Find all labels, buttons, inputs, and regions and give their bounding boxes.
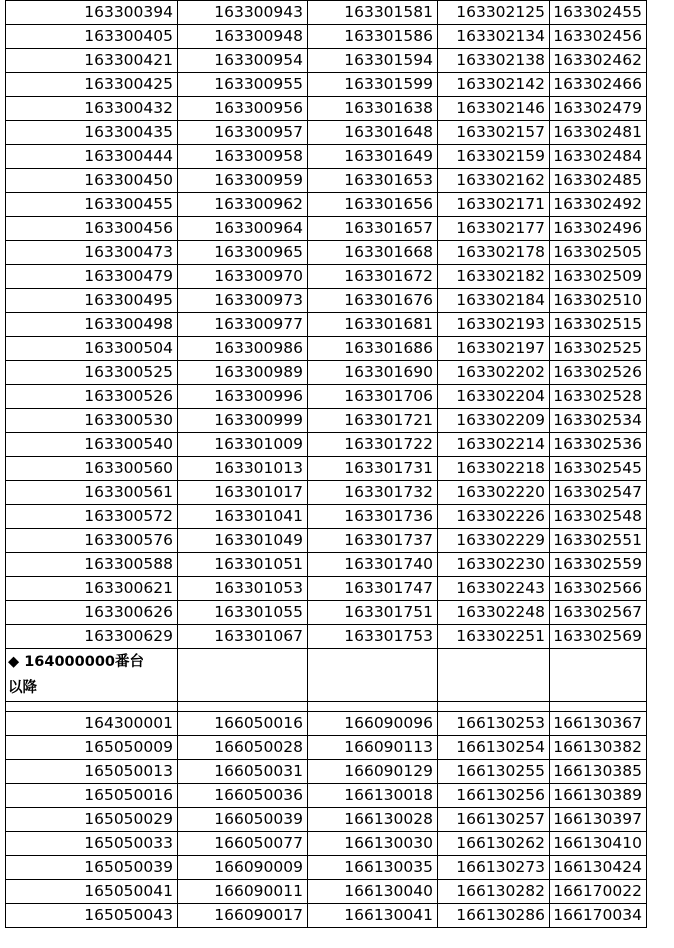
section-header-cell (6, 649, 178, 702)
empty-cell (550, 649, 647, 702)
empty-cell (178, 702, 308, 712)
serial-number-cell: 166170034 (550, 904, 647, 928)
empty-cell (438, 702, 550, 712)
section-header-row (6, 649, 647, 702)
section-header-title: ◆ 164000000番台 (8, 654, 145, 670)
serial-number-cell: 163302551 (550, 529, 647, 553)
serial-number-cell: 163302229 (438, 529, 550, 553)
serial-number-cell: 163302525 (550, 337, 647, 361)
serial-number-cell: 163302528 (550, 385, 647, 409)
serial-number-cell: 163300955 (178, 73, 308, 97)
serial-number-cell: 163301732 (308, 481, 438, 505)
serial-number-cell: 163301676 (308, 289, 438, 313)
serial-number-cell: 166090009 (178, 856, 308, 880)
empty-cell (178, 649, 308, 702)
table-row (6, 832, 647, 856)
serial-number-cell: 166050031 (178, 760, 308, 784)
serial-number-cell: 163302545 (550, 457, 647, 481)
serial-number-cell: 163302230 (438, 553, 550, 577)
serial-number-cell: 163300530 (6, 409, 178, 433)
serial-number-cell: 163300970 (178, 265, 308, 289)
table-row (6, 409, 647, 433)
serial-number-cell: 163300394 (6, 1, 178, 25)
serial-number-cell: 163300977 (178, 313, 308, 337)
serial-number-cell: 163300621 (6, 577, 178, 601)
serial-number-cell: 163302569 (550, 625, 647, 649)
serial-number-cell: 163302510 (550, 289, 647, 313)
serial-number-cell: 163300572 (6, 505, 178, 529)
serial-number-cell: 163300435 (6, 121, 178, 145)
table-row (6, 625, 647, 649)
serial-number-cell: 163302466 (550, 73, 647, 97)
table-row (6, 49, 647, 73)
table-row (6, 289, 647, 313)
serial-number-cell: 163300999 (178, 409, 308, 433)
serial-number-cell: 163300962 (178, 193, 308, 217)
serial-number-cell: 163301751 (308, 601, 438, 625)
serial-number-cell: 163300964 (178, 217, 308, 241)
serial-number-cell: 163301722 (308, 433, 438, 457)
serial-number-cell: 163301013 (178, 457, 308, 481)
serial-number-cell: 166130256 (438, 784, 550, 808)
serial-number-cell: 163301686 (308, 337, 438, 361)
serial-number-cell: 163301638 (308, 97, 438, 121)
empty-cell (308, 702, 438, 712)
serial-number-cell: 166130367 (550, 712, 647, 736)
serial-number-cell: 163302509 (550, 265, 647, 289)
serial-number-cell: 163301053 (178, 577, 308, 601)
serial-number-cell: 163300540 (6, 433, 178, 457)
table-row (6, 577, 647, 601)
serial-number-cell: 163302193 (438, 313, 550, 337)
serial-number-cell: 163300561 (6, 481, 178, 505)
table-row (6, 169, 647, 193)
serial-number-cell: 163302184 (438, 289, 550, 313)
serial-number-cell: 166130255 (438, 760, 550, 784)
serial-number-cell: 163300956 (178, 97, 308, 121)
serial-number-cell: 165050016 (6, 784, 178, 808)
serial-number-cell: 166130018 (308, 784, 438, 808)
serial-number-cell: 163302134 (438, 25, 550, 49)
serial-number-cell: 163302534 (550, 409, 647, 433)
table-row (6, 385, 647, 409)
serial-number-cell: 163301009 (178, 433, 308, 457)
serial-number-cell: 163300444 (6, 145, 178, 169)
serial-number-cell: 163300479 (6, 265, 178, 289)
table-row (6, 712, 647, 736)
serial-number-cell: 163302481 (550, 121, 647, 145)
serial-number-cell: 163301649 (308, 145, 438, 169)
serial-number-cell: 163302218 (438, 457, 550, 481)
serial-number-cell: 163301049 (178, 529, 308, 553)
serial-number-cell: 163300473 (6, 241, 178, 265)
serial-number-cell: 166130282 (438, 880, 550, 904)
serial-number-cell: 163300629 (6, 625, 178, 649)
serial-number-cell: 163302197 (438, 337, 550, 361)
serial-number-cell: 163302566 (550, 577, 647, 601)
serial-number-cell: 163300498 (6, 313, 178, 337)
serial-number-cell: 163300450 (6, 169, 178, 193)
serial-number-cell: 163300456 (6, 217, 178, 241)
serial-number-cell: 163302214 (438, 433, 550, 457)
serial-number-cell: 163301747 (308, 577, 438, 601)
serial-number-cell: 163302485 (550, 169, 647, 193)
serial-number-cell: 163302456 (550, 25, 647, 49)
serial-number-cell: 163301586 (308, 25, 438, 49)
serial-number-cell: 166130273 (438, 856, 550, 880)
serial-number-cell: 166130254 (438, 736, 550, 760)
serial-number-cell: 163300957 (178, 121, 308, 145)
serial-number-cell: 164300001 (6, 712, 178, 736)
table-row (6, 457, 647, 481)
serial-number-cell: 166130286 (438, 904, 550, 928)
serial-number-cell: 163302159 (438, 145, 550, 169)
serial-number-cell: 166090129 (308, 760, 438, 784)
serial-number-cell: 163300526 (6, 385, 178, 409)
table-row (6, 736, 647, 760)
serial-number-cell: 163300943 (178, 1, 308, 25)
serial-number-cell: 163302177 (438, 217, 550, 241)
serial-number-cell: 163301055 (178, 601, 308, 625)
serial-number-cell: 163302220 (438, 481, 550, 505)
serial-number-cell: 166130389 (550, 784, 647, 808)
table-row (6, 73, 647, 97)
empty-cell (308, 649, 438, 702)
serial-number-cell: 163302226 (438, 505, 550, 529)
table-row (6, 808, 647, 832)
serial-number-cell: 163300954 (178, 49, 308, 73)
serial-number-cell: 163302204 (438, 385, 550, 409)
serial-number-cell: 163300432 (6, 97, 178, 121)
serial-number-cell: 166130035 (308, 856, 438, 880)
table-row (6, 784, 647, 808)
serial-number-cell: 163300525 (6, 361, 178, 385)
serial-number-cell: 163301656 (308, 193, 438, 217)
serial-number-cell: 166130424 (550, 856, 647, 880)
serial-number-cell: 165050039 (6, 856, 178, 880)
serial-number-cell: 163302251 (438, 625, 550, 649)
table-row (6, 481, 647, 505)
serial-number-table (5, 0, 647, 928)
serial-number-cell: 165050029 (6, 808, 178, 832)
empty-cell (550, 702, 647, 712)
table-row (6, 856, 647, 880)
serial-number-cell: 163302484 (550, 145, 647, 169)
serial-number-cell: 163300495 (6, 289, 178, 313)
section-164-onward-numbers (6, 712, 647, 928)
serial-number-cell: 163300588 (6, 553, 178, 577)
serial-number-cell: 163301737 (308, 529, 438, 553)
table-row (6, 193, 647, 217)
serial-number-cell: 163301753 (308, 625, 438, 649)
serial-number-cell: 163302479 (550, 97, 647, 121)
serial-number-cell: 166130041 (308, 904, 438, 928)
table-row (6, 265, 647, 289)
serial-number-cell: 166130028 (308, 808, 438, 832)
serial-number-cell: 166090096 (308, 712, 438, 736)
serial-number-cell: 163300626 (6, 601, 178, 625)
spacer-row (6, 702, 647, 712)
table-row (6, 217, 647, 241)
table-row (6, 313, 647, 337)
serial-number-cell: 163302157 (438, 121, 550, 145)
serial-number-cell: 163302171 (438, 193, 550, 217)
serial-number-cell: 163301736 (308, 505, 438, 529)
serial-number-cell: 165050041 (6, 880, 178, 904)
serial-number-cell: 163302536 (550, 433, 647, 457)
table-row (6, 529, 647, 553)
serial-number-cell: 163301648 (308, 121, 438, 145)
serial-number-cell: 163301690 (308, 361, 438, 385)
serial-number-cell: 166170022 (550, 880, 647, 904)
serial-number-cell: 163302547 (550, 481, 647, 505)
serial-number-cell: 166050039 (178, 808, 308, 832)
serial-number-cell: 163300405 (6, 25, 178, 49)
serial-number-cell: 166130385 (550, 760, 647, 784)
table-row (6, 337, 647, 361)
serial-number-cell: 166130397 (550, 808, 647, 832)
serial-number-cell: 163302182 (438, 265, 550, 289)
section-header-block (6, 649, 647, 712)
serial-number-cell: 163302559 (550, 553, 647, 577)
serial-number-cell: 163302162 (438, 169, 550, 193)
serial-number-cell: 163301594 (308, 49, 438, 73)
serial-number-cell: 163301051 (178, 553, 308, 577)
table-row (6, 433, 647, 457)
serial-number-cell: 163301731 (308, 457, 438, 481)
serial-number-cell: 163300996 (178, 385, 308, 409)
serial-number-cell: 163301668 (308, 241, 438, 265)
serial-number-cell: 163302515 (550, 313, 647, 337)
table-row (6, 121, 647, 145)
serial-number-cell: 165050033 (6, 832, 178, 856)
serial-number-cell: 166090113 (308, 736, 438, 760)
serial-number-cell: 163302142 (438, 73, 550, 97)
table-row (6, 241, 647, 265)
serial-number-cell: 163301599 (308, 73, 438, 97)
serial-number-cell: 163302202 (438, 361, 550, 385)
serial-number-cell: 163302492 (550, 193, 647, 217)
serial-number-cell: 163301672 (308, 265, 438, 289)
table-row (6, 145, 647, 169)
table-row (6, 505, 647, 529)
table-row (6, 97, 647, 121)
table-row (6, 760, 647, 784)
serial-number-cell: 163301721 (308, 409, 438, 433)
serial-number-cell: 163302125 (438, 1, 550, 25)
serial-number-cell: 163301653 (308, 169, 438, 193)
serial-number-cell: 163300973 (178, 289, 308, 313)
serial-number-cell: 163300576 (6, 529, 178, 553)
serial-number-cell: 166090011 (178, 880, 308, 904)
serial-number-cell: 163300965 (178, 241, 308, 265)
serial-number-cell: 163302209 (438, 409, 550, 433)
table-row (6, 1, 647, 25)
table-row (6, 25, 647, 49)
serial-number-cell: 166090017 (178, 904, 308, 928)
serial-number-cell: 166130382 (550, 736, 647, 760)
serial-number-cell: 163300425 (6, 73, 178, 97)
serial-number-cell: 163301706 (308, 385, 438, 409)
serial-number-cell: 166130262 (438, 832, 550, 856)
serial-number-cell: 166050077 (178, 832, 308, 856)
serial-number-cell: 166130253 (438, 712, 550, 736)
serial-number-cell: 163300504 (6, 337, 178, 361)
serial-number-cell: 163300986 (178, 337, 308, 361)
serial-number-cell: 165050043 (6, 904, 178, 928)
table-row (6, 904, 647, 928)
table-row (6, 880, 647, 904)
serial-number-cell: 163302178 (438, 241, 550, 265)
serial-number-cell: 163301681 (308, 313, 438, 337)
serial-number-cell: 166050016 (178, 712, 308, 736)
serial-number-cell: 163301740 (308, 553, 438, 577)
serial-number-cell: 163300989 (178, 361, 308, 385)
serial-number-cell: 163302496 (550, 217, 647, 241)
serial-number-cell: 163300560 (6, 457, 178, 481)
empty-cell (438, 649, 550, 702)
section-163-numbers (6, 1, 647, 649)
table-row (6, 361, 647, 385)
serial-number-cell: 163300959 (178, 169, 308, 193)
section-header-subtitle: 以降 (8, 680, 37, 696)
serial-number-cell: 163302567 (550, 601, 647, 625)
empty-cell (6, 702, 178, 712)
table-row (6, 553, 647, 577)
serial-number-cell: 166050036 (178, 784, 308, 808)
serial-number-cell: 163302462 (550, 49, 647, 73)
serial-number-cell: 163302248 (438, 601, 550, 625)
serial-number-cell: 163302455 (550, 1, 647, 25)
serial-number-cell: 163302146 (438, 97, 550, 121)
serial-number-cell: 165050009 (6, 736, 178, 760)
serial-number-cell: 163301581 (308, 1, 438, 25)
serial-number-cell: 163300421 (6, 49, 178, 73)
serial-number-cell: 163301017 (178, 481, 308, 505)
serial-number-cell: 163302548 (550, 505, 647, 529)
serial-number-cell: 166130040 (308, 880, 438, 904)
serial-number-cell: 163300958 (178, 145, 308, 169)
serial-number-cell: 163302505 (550, 241, 647, 265)
serial-number-cell: 163302526 (550, 361, 647, 385)
serial-number-cell: 166130257 (438, 808, 550, 832)
serial-number-cell: 163300455 (6, 193, 178, 217)
serial-number-cell: 165050013 (6, 760, 178, 784)
table-row (6, 601, 647, 625)
serial-number-cell: 163302138 (438, 49, 550, 73)
serial-number-cell: 163301041 (178, 505, 308, 529)
serial-number-cell: 163300948 (178, 25, 308, 49)
serial-number-cell: 166130410 (550, 832, 647, 856)
serial-number-cell: 166050028 (178, 736, 308, 760)
serial-number-cell: 163302243 (438, 577, 550, 601)
serial-number-cell: 163301067 (178, 625, 308, 649)
serial-number-cell: 166130030 (308, 832, 438, 856)
serial-number-cell: 163301657 (308, 217, 438, 241)
